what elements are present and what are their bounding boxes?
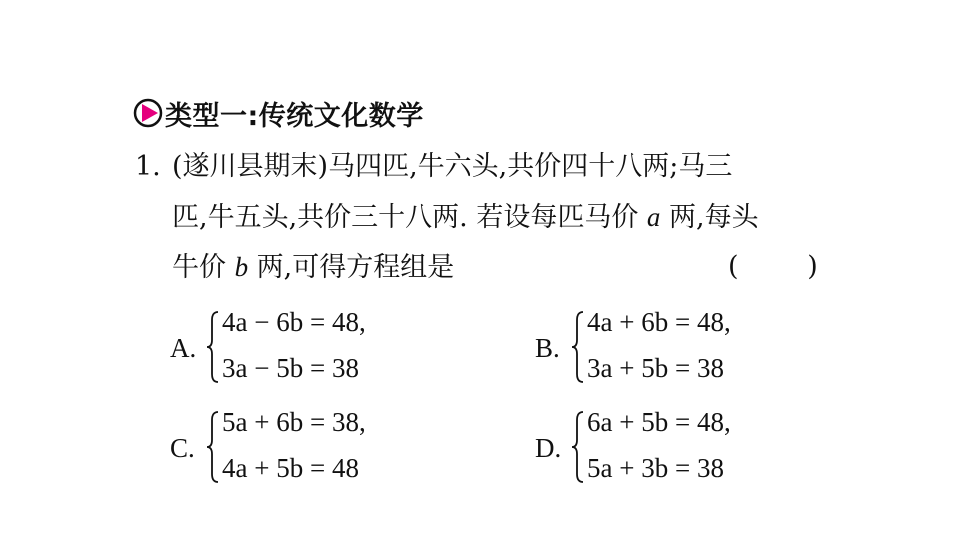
variable-a: a <box>646 202 661 232</box>
option-label: C. <box>170 433 195 463</box>
play-triangle-icon <box>133 98 163 128</box>
section-header <box>133 95 424 131</box>
left-brace-icon <box>571 410 585 484</box>
question-line-2 <box>172 195 759 240</box>
answer-blank[interactable]: ( ) <box>728 251 818 282</box>
question-line-3 <box>172 245 454 290</box>
equation-2: 3a − 5b = 38 <box>222 353 359 383</box>
equation-1: 5a + 6b = 38, <box>222 407 366 437</box>
option-label: A. <box>170 333 197 363</box>
question-line-1 <box>172 145 732 189</box>
option-label: B. <box>535 333 560 363</box>
question-text-3b: 两,可得方程组是 <box>248 252 455 283</box>
equation-2: 5a + 3b = 38 <box>587 453 724 483</box>
left-brace-icon <box>571 310 585 384</box>
equation-1: 6a + 5b = 48, <box>587 407 731 437</box>
question-text-1: (遂川县期末)马四匹,牛六头,共价四十八两;马三 <box>172 151 733 182</box>
equation-1: 4a − 6b = 48, <box>222 307 366 337</box>
question-text-2b: 两,每头 <box>660 202 759 233</box>
left-brace-icon <box>206 310 220 384</box>
equation-1: 4a + 6b = 48, <box>587 307 731 337</box>
question-number: 1. <box>135 151 161 182</box>
equation-2: 3a + 5b = 38 <box>587 353 724 383</box>
left-brace-icon <box>206 410 220 484</box>
question-text-2a: 匹,牛五头,共价三十八两. 若设每匹马价 <box>172 202 647 233</box>
question-text-3a: 牛价 <box>172 252 235 283</box>
section-title: 类型一:传统文化数学 <box>165 100 424 132</box>
option-label: D. <box>535 433 562 463</box>
equation-2: 4a + 5b = 48 <box>222 453 359 483</box>
variable-b: b <box>234 252 249 282</box>
